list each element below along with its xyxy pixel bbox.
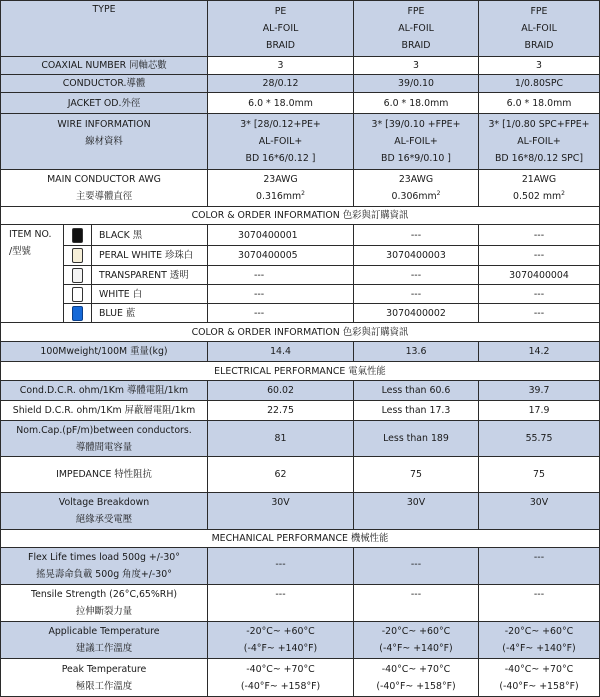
wire-info-line: 3* [39/0.10 +FPE+ <box>371 119 461 130</box>
blue-swatch <box>72 306 83 321</box>
peak-fahrenheit: (-40°F~ +158°F) <box>240 680 321 692</box>
wire-info-line: BD 16*9/0.10 ] <box>381 153 451 164</box>
item-code-cell <box>208 304 354 323</box>
item-code-cell <box>354 225 479 246</box>
flex-label-cell <box>0 548 208 585</box>
impedance-label-cell <box>0 457 208 493</box>
area-value: 0.316mm <box>256 191 302 202</box>
type-col-3 <box>479 0 600 57</box>
item-code: --- <box>533 307 545 319</box>
applicable-label-cell <box>0 622 208 659</box>
dcr-value: Less than 60.6 <box>381 385 451 396</box>
color-swatch-cell <box>64 285 92 304</box>
color-name-cell <box>92 266 208 285</box>
type-col-2-line1: FPE <box>407 6 425 17</box>
nomcap-label-en: Nom.Cap.(pF/m)between conductors. <box>16 424 192 436</box>
impedance-value-3 <box>479 457 600 493</box>
main-conductor-label-cell <box>0 170 208 207</box>
color-name: TRANSPARENT 透明 <box>99 269 189 281</box>
peak-label-zh: 極限工作溫度 <box>75 680 133 692</box>
item-code: 3070400003 <box>386 250 446 261</box>
type-col-1 <box>208 0 354 57</box>
type-col-1-line2: AL-FOIL <box>262 23 299 34</box>
main-conductor-label-en: MAIN CONDUCTOR AWG <box>47 174 161 185</box>
main-conductor-value-3 <box>479 170 600 207</box>
dcr-label: Cond.D.C.R. ohm/1Km 導體電阻/1km <box>19 385 189 396</box>
applicable-value-3 <box>479 622 600 659</box>
conductor-value-1 <box>208 75 354 93</box>
voltage-label-en: Voltage Breakdown <box>58 497 150 508</box>
item-code-cell <box>479 246 600 266</box>
area-value: 0.502 mm <box>513 191 562 202</box>
wire-info-line: BD 16*6/0.12 ] <box>245 153 316 164</box>
white-swatch <box>72 287 83 302</box>
color-name: BLUE 藍 <box>99 307 136 319</box>
nomcap-value: Less than 189 <box>383 433 449 444</box>
voltage-value: 30V <box>406 497 426 508</box>
wire-info-label-cell <box>0 114 208 170</box>
weight-value-1 <box>208 342 354 362</box>
item-code-cell <box>479 304 600 323</box>
tensile-value: --- <box>410 589 422 600</box>
item-code: 3070400004 <box>509 269 569 281</box>
wire-info-line: 3* [1/0.80 SPC+FPE+ <box>488 119 590 130</box>
applicable-value-1 <box>208 622 354 659</box>
wire-info-line: BD 16*8/0.12 SPC] <box>494 153 584 164</box>
nomcap-label-cell <box>0 421 208 457</box>
item-code: 3070400001 <box>238 229 298 241</box>
color-name-cell <box>92 246 208 266</box>
dcr-value-3 <box>479 381 600 401</box>
area-superscript: 2 <box>301 189 305 197</box>
voltage-label-zh: 絕緣承受電壓 <box>75 514 133 525</box>
coaxial-value: 3 <box>413 60 419 71</box>
flex-value-1 <box>208 548 354 585</box>
item-code: --- <box>410 269 422 281</box>
shield-value-3 <box>479 401 600 421</box>
color-name: BLACK 黑 <box>99 229 143 241</box>
wire-info-line: 3* [28/0.12+PE+ <box>240 119 321 130</box>
jacket-value: 6.0 * 18.0mm <box>248 97 313 109</box>
applicable-fahrenheit: (-4°F~ +140°F) <box>379 643 453 654</box>
wire-info-label-zh: 線材資料 <box>85 136 123 147</box>
item-code: --- <box>254 307 265 319</box>
conductor-value: 28/0.12 <box>262 78 299 89</box>
tensile-label-zh: 拉伸斷裂力量 <box>75 606 133 617</box>
conductor-value-2 <box>354 75 479 93</box>
item-code-cell <box>479 225 600 246</box>
dcr-value-2 <box>354 381 479 401</box>
voltage-value-1 <box>208 493 354 530</box>
shield-label: Shield D.C.R. ohm/1Km 屏蔽層電阻/1km <box>12 405 196 416</box>
shield-value-2 <box>354 401 479 421</box>
jacket-value-3 <box>479 93 600 114</box>
area-superscript: 2 <box>436 189 441 197</box>
dcr-label-cell <box>0 381 208 401</box>
coaxial-value-1 <box>208 57 354 75</box>
weight-value: 14.4 <box>270 346 291 357</box>
peak-celsius: -40°C~ +70°C <box>381 663 451 675</box>
nomcap-value-2 <box>354 421 479 457</box>
conductor-label-cell <box>0 75 208 93</box>
item-code-cell <box>208 266 354 285</box>
mechanical-title <box>0 530 600 548</box>
color-name-cell <box>92 304 208 323</box>
item-code: --- <box>254 288 265 300</box>
item-code: --- <box>254 269 265 281</box>
impedance-value: 75 <box>533 469 545 480</box>
shield-value-1 <box>208 401 354 421</box>
color-order-title-2 <box>0 323 600 342</box>
dcr-value: 60.02 <box>267 385 294 396</box>
awg-value: 23AWG <box>398 174 434 185</box>
transparent-swatch <box>72 268 83 283</box>
nomcap-value: 81 <box>274 433 287 444</box>
jacket-value: 6.0 * 18.0mm <box>506 97 572 109</box>
weight-label: 100Mweight/100M 重量(kg) <box>40 346 168 357</box>
electrical-title <box>0 362 600 381</box>
flex-value-3 <box>479 548 600 585</box>
main-conductor-label-zh: 主要導體直徑 <box>75 191 133 202</box>
item-code-cell <box>208 225 354 246</box>
color-name: WHITE 白 <box>99 288 143 300</box>
type-col-2-line2: AL-FOIL <box>398 23 434 34</box>
impedance-value: 62 <box>274 469 287 480</box>
weight-value-2 <box>354 342 479 362</box>
coaxial-value: 3 <box>536 60 542 71</box>
pearl-white-swatch <box>72 248 83 263</box>
peak-label-en: Peak Temperature <box>61 663 147 675</box>
type-col-1-line1: PE <box>274 6 287 17</box>
dcr-value: 39.7 <box>528 385 550 396</box>
item-code-cell <box>208 285 354 304</box>
shield-label-cell <box>0 401 208 421</box>
type-col-2 <box>354 0 479 57</box>
flex-value: --- <box>533 552 545 563</box>
jacket-label-cell <box>0 93 208 114</box>
main-conductor-value-1 <box>208 170 354 207</box>
tensile-value: --- <box>275 589 286 600</box>
color-name-cell <box>92 285 208 304</box>
applicable-label-zh: 建議工作溫度 <box>75 643 133 654</box>
impedance-value: 75 <box>410 469 422 480</box>
area-superscript: 2 <box>561 189 565 197</box>
item-code: 3070400002 <box>386 307 446 319</box>
wire-info-line: AL-FOIL+ <box>394 136 438 147</box>
color-order-title-2-text: COLOR & ORDER INFORMATION 色彩與訂購資訊 <box>191 326 409 338</box>
area-value: 0.306mm <box>391 191 437 202</box>
applicable-label-en: Applicable Temperature <box>48 626 160 637</box>
weight-label-cell <box>0 342 208 362</box>
tensile-label-en: Tensile Strength (26°C,65%RH) <box>30 589 178 600</box>
wire-info-line: AL-FOIL+ <box>517 136 561 147</box>
electrical-title-text: ELECTRICAL PERFORMANCE 電氣性能 <box>214 365 386 377</box>
wire-info-label-en: WIRE INFORMATION <box>57 119 151 130</box>
wire-info-value-3 <box>479 114 600 170</box>
item-code: --- <box>533 288 545 300</box>
peak-label-cell <box>0 659 208 697</box>
color-swatch-cell <box>64 304 92 323</box>
type-col-1-line3: BRAID <box>266 40 295 51</box>
coaxial-label-cell <box>0 57 208 75</box>
item-code: --- <box>533 229 545 241</box>
flex-value-2 <box>354 548 479 585</box>
voltage-value-3 <box>479 493 600 530</box>
type-col-3-line1: FPE <box>530 6 548 17</box>
conductor-label: CONDUCTOR.導體 <box>62 78 146 89</box>
tensile-value-1 <box>208 585 354 622</box>
item-code-cell <box>479 266 600 285</box>
item-no-label-cell <box>0 225 64 323</box>
peak-value-2 <box>354 659 479 697</box>
awg-value: 21AWG <box>521 174 557 185</box>
jacket-value-1 <box>208 93 354 114</box>
wire-info-value-1 <box>208 114 354 170</box>
color-swatch-cell <box>64 266 92 285</box>
applicable-celsius: -20°C~ +60°C <box>381 626 451 637</box>
shield-value: 17.9 <box>528 405 550 416</box>
applicable-fahrenheit: (-4°F~ +140°F) <box>502 643 576 654</box>
black-swatch <box>72 228 83 243</box>
mechanical-title-text: MECHANICAL PERFORMANCE 機械性能 <box>211 533 389 544</box>
type-label-cell <box>0 0 208 57</box>
shield-value: Less than 17.3 <box>381 405 451 416</box>
tensile-label-cell <box>0 585 208 622</box>
voltage-value-2 <box>354 493 479 530</box>
impedance-value-1 <box>208 457 354 493</box>
tensile-value: --- <box>533 589 545 600</box>
weight-value: 14.2 <box>528 346 550 357</box>
jacket-label: JACKET OD.外徑 <box>67 97 141 109</box>
peak-fahrenheit: (-40°F~ +158°F) <box>376 680 456 692</box>
wire-info-line: AL-FOIL+ <box>258 136 303 147</box>
peak-celsius: -40°C~ +70°C <box>504 663 574 675</box>
flex-value: --- <box>410 559 422 570</box>
voltage-value: 30V <box>529 497 549 508</box>
awg-value: 23AWG <box>263 174 298 185</box>
item-code: 3070400005 <box>238 250 298 261</box>
coaxial-value-3 <box>479 57 600 75</box>
peak-value-3 <box>479 659 600 697</box>
voltage-value: 30V <box>271 497 290 508</box>
color-order-title <box>0 207 600 225</box>
impedance-value-2 <box>354 457 479 493</box>
coaxial-value: 3 <box>277 60 284 71</box>
color-swatch-cell <box>64 246 92 266</box>
item-code-cell <box>208 246 354 266</box>
color-name-cell <box>92 225 208 246</box>
shield-value: 22.75 <box>267 405 294 416</box>
jacket-value-2 <box>354 93 479 114</box>
applicable-celsius: -20°C~ +60°C <box>504 626 574 637</box>
peak-celsius: -40°C~ +70°C <box>246 663 315 675</box>
color-name: PERAL WHITE 珍珠白 <box>99 250 194 261</box>
color-swatch-cell <box>64 225 92 246</box>
conductor-value-3 <box>479 75 600 93</box>
jacket-value: 6.0 * 18.0mm <box>383 97 449 109</box>
type-col-3-line2: AL-FOIL <box>521 23 557 34</box>
applicable-fahrenheit: (-4°F~ +140°F) <box>243 643 318 654</box>
item-code-cell <box>354 246 479 266</box>
nomcap-value: 55.75 <box>525 433 553 444</box>
voltage-label-cell <box>0 493 208 530</box>
item-code-cell <box>354 285 479 304</box>
type-label: TYPE <box>92 4 116 15</box>
coaxial-label: COAXIAL NUMBER 同軸芯數 <box>41 60 167 71</box>
weight-value: 13.6 <box>405 346 427 357</box>
type-col-3-line3: BRAID <box>524 40 554 51</box>
item-no-label-zh: /型號 <box>9 246 31 257</box>
wire-info-value-2 <box>354 114 479 170</box>
item-code-cell <box>354 304 479 323</box>
peak-value-1 <box>208 659 354 697</box>
coaxial-value-2 <box>354 57 479 75</box>
nomcap-label-zh: 導體間電容量 <box>75 441 133 453</box>
peak-fahrenheit: (-40°F~ +158°F) <box>499 680 579 692</box>
item-code: --- <box>410 229 422 241</box>
item-code-cell <box>479 285 600 304</box>
conductor-value: 1/0.80SPC <box>514 78 564 89</box>
item-code: --- <box>533 250 545 261</box>
item-code-cell <box>354 266 479 285</box>
conductor-value: 39/0.10 <box>398 78 434 89</box>
dcr-value-1 <box>208 381 354 401</box>
tensile-value-3 <box>479 585 600 622</box>
flex-label-en: Flex Life times load 500g +/-30° <box>28 552 180 563</box>
applicable-celsius: -20°C~ +60°C <box>246 626 315 637</box>
item-no-label-en: ITEM NO. <box>9 229 52 240</box>
applicable-value-2 <box>354 622 479 659</box>
impedance-label: IMPEDANCE 特性阻抗 <box>56 469 152 480</box>
nomcap-value-3 <box>479 421 600 457</box>
nomcap-value-1 <box>208 421 354 457</box>
color-order-title-text: COLOR & ORDER INFORMATION 色彩與訂購資訊 <box>191 210 409 221</box>
flex-value: --- <box>275 559 286 570</box>
item-code: --- <box>410 288 422 300</box>
weight-value-3 <box>479 342 600 362</box>
tensile-value-2 <box>354 585 479 622</box>
flex-label-zh: 搖晃壽命負載 500g 角度+/-30° <box>36 569 172 580</box>
type-col-2-line3: BRAID <box>401 40 431 51</box>
main-conductor-value-2 <box>354 170 479 207</box>
